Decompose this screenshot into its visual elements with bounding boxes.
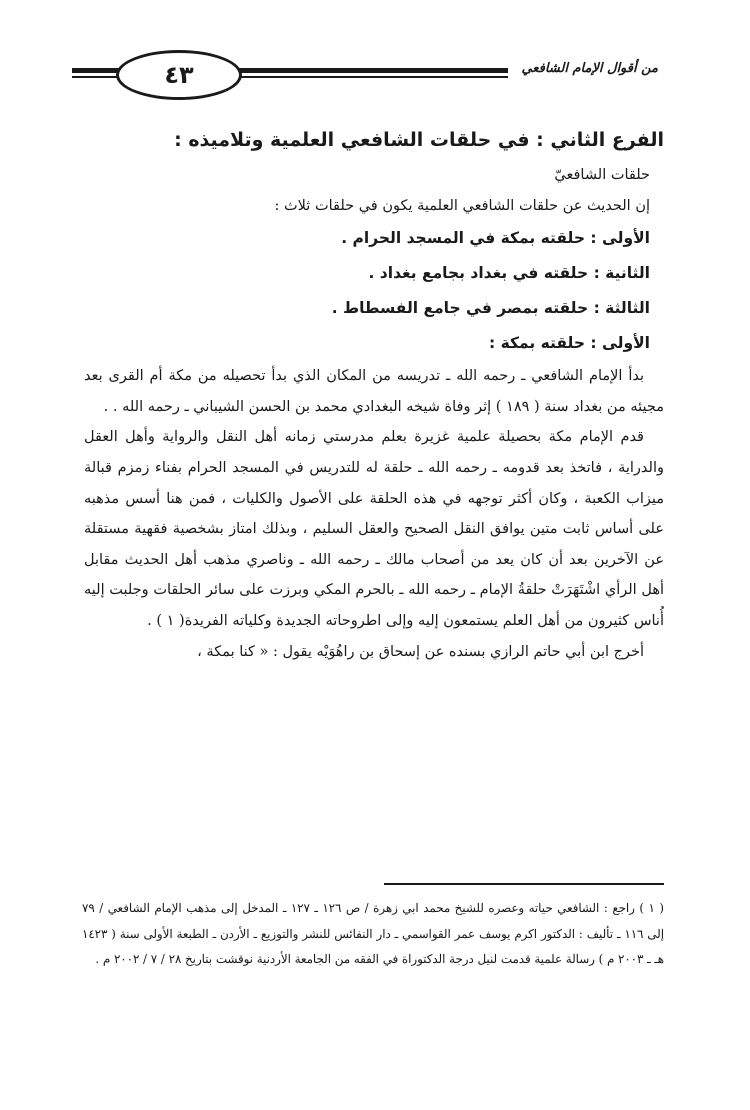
list-item: الثالثة : حلقته بمصر في جامع الفسطاط . — [331, 299, 650, 318]
section-heading: الفرع الثاني : في حلقات الشافعي العلمية وتلاميذه : — [174, 129, 664, 151]
page-header — [72, 46, 662, 102]
paragraph: بدأ الإمام الشافعي ـ رحمه الله ـ تدريسه من المكان الذي بدأ تحصيله من مكة أم القرى بعد مجيئه من بغداد سنة ( ١٨٩ ) إثر وفاة شيخه البغدادي محمد بن الحسن الشيباني ـ رحمه الله . . — [84, 368, 664, 415]
subsection-heading: الأولى : حلقته بمكة : — [489, 334, 650, 353]
paragraph: أخرج ابن أبي حاتم الرازي بسنده عن إسحاق بن راهُوَيْه يقول : « كنا بمكة ، — [197, 643, 644, 660]
footnote: ( ١ ) راجع : الشافعي حياته وعصره للشيخ محمد ابي زهرة / ص ١٢٦ ـ ١٢٧ ـ المدخل إلى مذهب الإمام الشافعي / ٧٩ إلى ١١٦ ـ تأليف : الدكتور اكرم يوسف عمر القواسمي ـ دار النفائس للنشر والتوزيع ـ الأردن ـ الطبعة الأولى سنة ( ١٤٢٣ هـ ـ ٢٠٠٣ م ) رسالة علمية قدمت لنيل درجة الدكتوراة في الفقه من الجامعة الأردنية نوقشت بتاريخ ٢٨ / ٧ / ٢٠٠٢ م . — [82, 901, 665, 966]
list-item: الأولى : حلقته بمكة في المسجد الحرام . — [341, 229, 650, 248]
paragraph: قدم الإمام مكة بحصيلة علمية غزيرة بعلم مدرستي زمانه أهل النقل والرواية وأهل العقل والدراية ، فاتخذ بعد قدومه ـ رحمه الله ـ حلقة له للتدريس في المسجد الحرام بفناء زمزم قبالة ميزاب الكعبة ، وكان أكثر توجهه في هذه الحلقة على الأصول والكليات ، فمن هنا أسس مذهبه على أساس ثابت متين يوافق النقل الصحيح والعقل السليم ، وبذلك امتاز بشخصية فقهية مستقلة عن الآخرين بعد أن كان يعد من أصحاب مالك ـ رحمه الله ـ وناصري مذهب أهل الحديث مقابل أهل الرأي اشْتَهَرَتْ حلقةُ الإمام ـ رحمه الله ـ بالحرم المكي وبرزت على سائر الحلقات وجلبت إليه أُناس كثيرون من أهل العلم يستمعون إليه وإلى اطروحاته الجديدة وكلياته الفريدة( ١ ) . — [84, 429, 664, 629]
page-number: ٤٣ — [116, 50, 242, 100]
intro-line: إن الحديث عن حلقات الشافعي العلمية يكون في حلقات ثلاث : — [274, 197, 650, 214]
main-text — [84, 122, 664, 667]
subheading: حلقات الشافعيّ — [554, 167, 650, 183]
list-item: الثانية : حلقته في بغداد بجامع بغداد . — [368, 264, 650, 283]
footnote-separator — [384, 883, 664, 885]
running-title: من أقوال الإمام الشافعي — [508, 58, 663, 80]
